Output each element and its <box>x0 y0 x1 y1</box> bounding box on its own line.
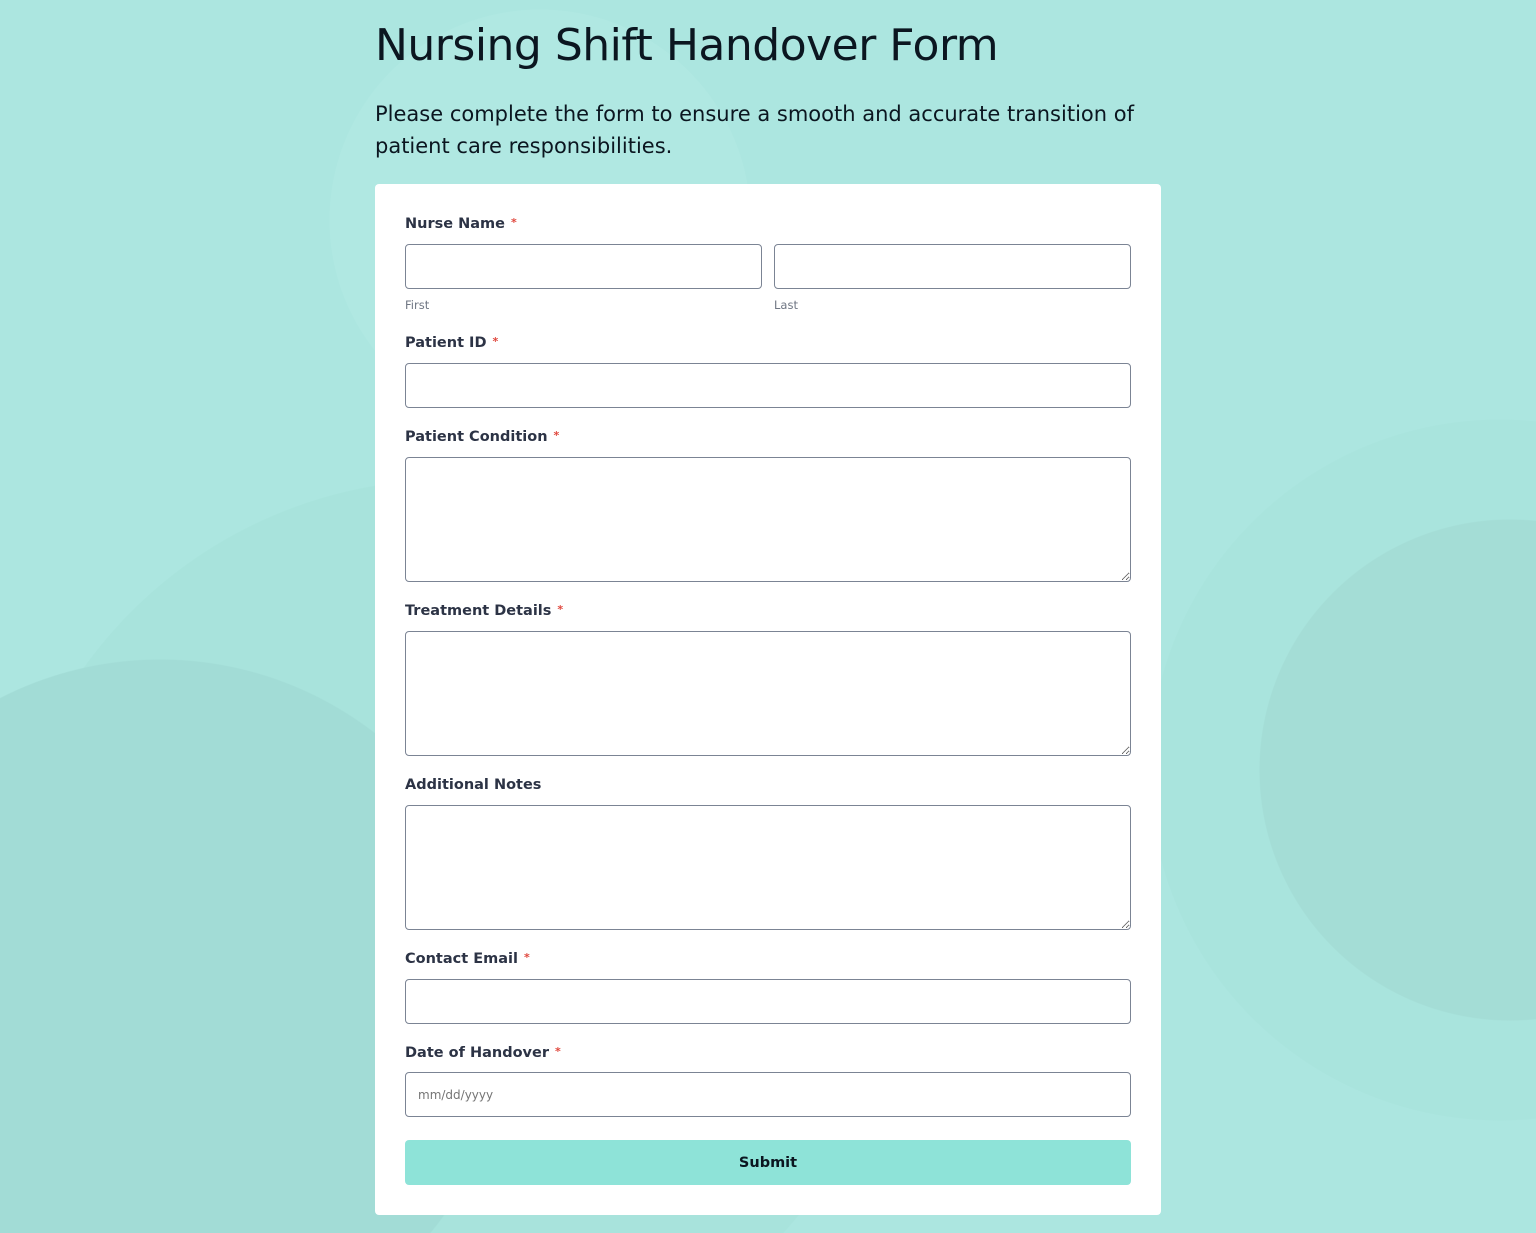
required-asterisk: * <box>554 1045 561 1058</box>
submit-button[interactable]: Submit <box>405 1140 1131 1185</box>
additional-notes-label: Additional Notes <box>405 777 542 793</box>
additional-notes-textarea[interactable] <box>405 805 1131 930</box>
last-sublabel: Last <box>774 298 798 312</box>
label-text: Treatment Details <box>405 603 552 619</box>
label-text: Contact Email <box>405 951 518 967</box>
label-text: Patient Condition <box>405 429 548 445</box>
required-asterisk: * <box>557 603 564 616</box>
last-name-input[interactable] <box>774 244 1131 289</box>
date-of-handover-label <box>405 1045 561 1061</box>
date-of-handover-input[interactable] <box>405 1072 1131 1117</box>
patient-condition-label <box>405 429 559 445</box>
patient-id-input[interactable] <box>405 363 1131 408</box>
treatment-details-textarea[interactable] <box>405 631 1131 756</box>
label-text: Patient ID <box>405 335 487 351</box>
required-asterisk: * <box>523 951 530 964</box>
handover-form <box>375 184 1161 1215</box>
nurse-name-label <box>405 216 517 232</box>
label-text: Nurse Name <box>405 216 505 232</box>
first-name-input[interactable] <box>405 244 762 289</box>
required-asterisk: * <box>553 429 560 442</box>
patient-condition-textarea[interactable] <box>405 457 1131 582</box>
required-asterisk: * <box>511 216 517 229</box>
contact-email-label <box>405 951 530 967</box>
page-subtitle: Please complete the form to ensure a smooth and accurate transition of patient care responsibilities. <box>375 102 1134 158</box>
first-sublabel: First <box>405 298 430 312</box>
page-title: Nursing Shift Handover Form <box>375 20 999 71</box>
label-text: Date of Handover <box>405 1045 549 1061</box>
patient-id-label <box>405 335 498 351</box>
required-asterisk: * <box>492 335 499 348</box>
contact-email-input[interactable] <box>405 979 1131 1024</box>
treatment-details-label <box>405 603 563 619</box>
